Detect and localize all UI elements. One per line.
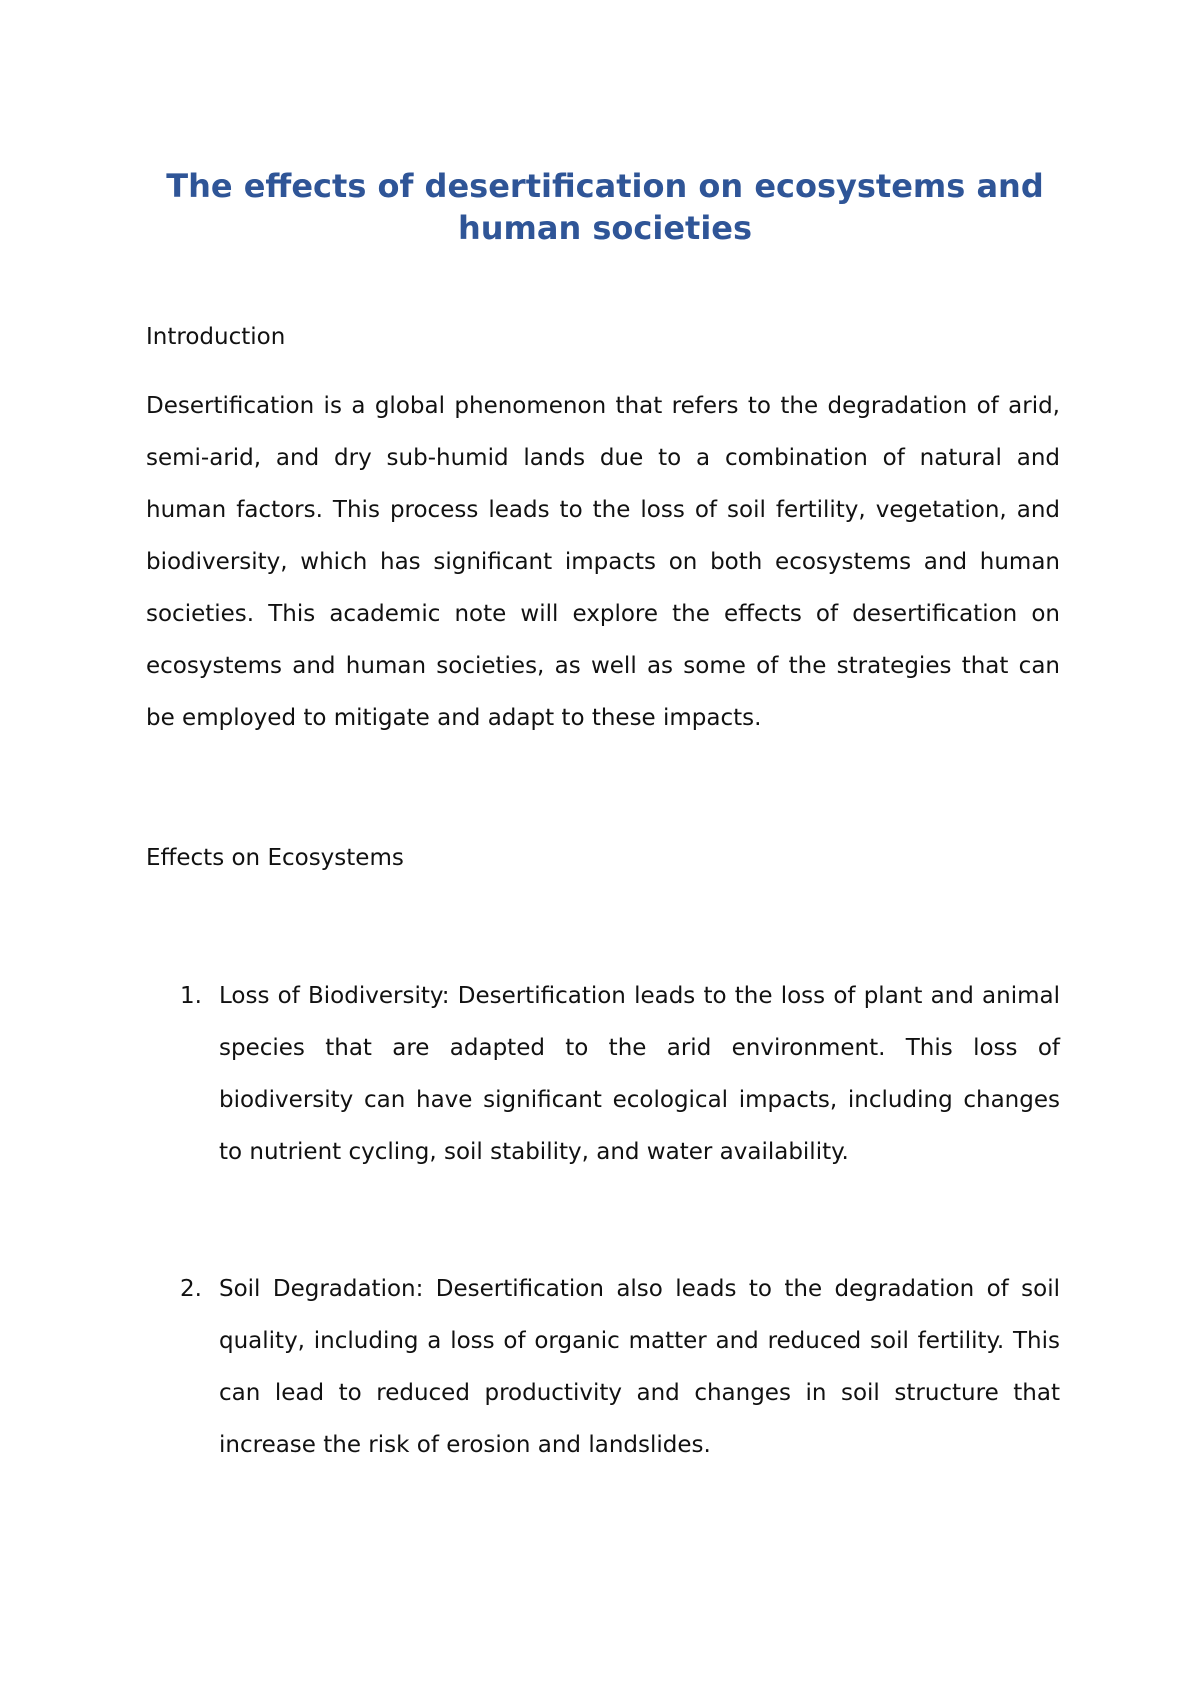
list-item-number: 1. (180, 983, 202, 1009)
introduction-paragraph: Desertification is a global phenomenon that refers to the degradation of arid, semi-arid, and dry sub-humid lands due to a combination of natural and human factors. This process leads to the loss of soil fertility, vegetation, and biodiversity, which has significant impacts on both ecosystems and human societies. This academic note will explore the effects of desertification on ecosystems and human societies, as well as some of the strategies that can be employed to mitigate and adapt to these impacts. (146, 393, 1060, 731)
list-item-text: Soil Degradation: Desertification also leads to the degradation of soil quality, including a loss of organic matter and reduced soil fertility. This can lead to reduced productivity and changes in soil structure that increase the risk of erosion and landslides. (219, 1276, 1060, 1458)
effects-on-ecosystems-heading: Effects on Ecosystems (146, 845, 404, 871)
list-item (146, 970, 1060, 1178)
list-item (146, 1263, 1060, 1471)
list-item-number: 2. (180, 1276, 202, 1302)
introduction-heading: Introduction (146, 324, 286, 350)
list-item-text: Loss of Biodiversity: Desertification leads to the loss of plant and animal species that are adapted to the arid environment. This loss of biodiversity can have significant ecological impacts, including changes to nutrient cycling, soil stability, and water availability. (219, 983, 1060, 1165)
document-title: The effects of desertification on ecosystems and human societies (166, 167, 1044, 247)
ecosystem-effects-list (146, 970, 1060, 1178)
ecosystem-effects-list-continued (146, 1263, 1060, 1471)
